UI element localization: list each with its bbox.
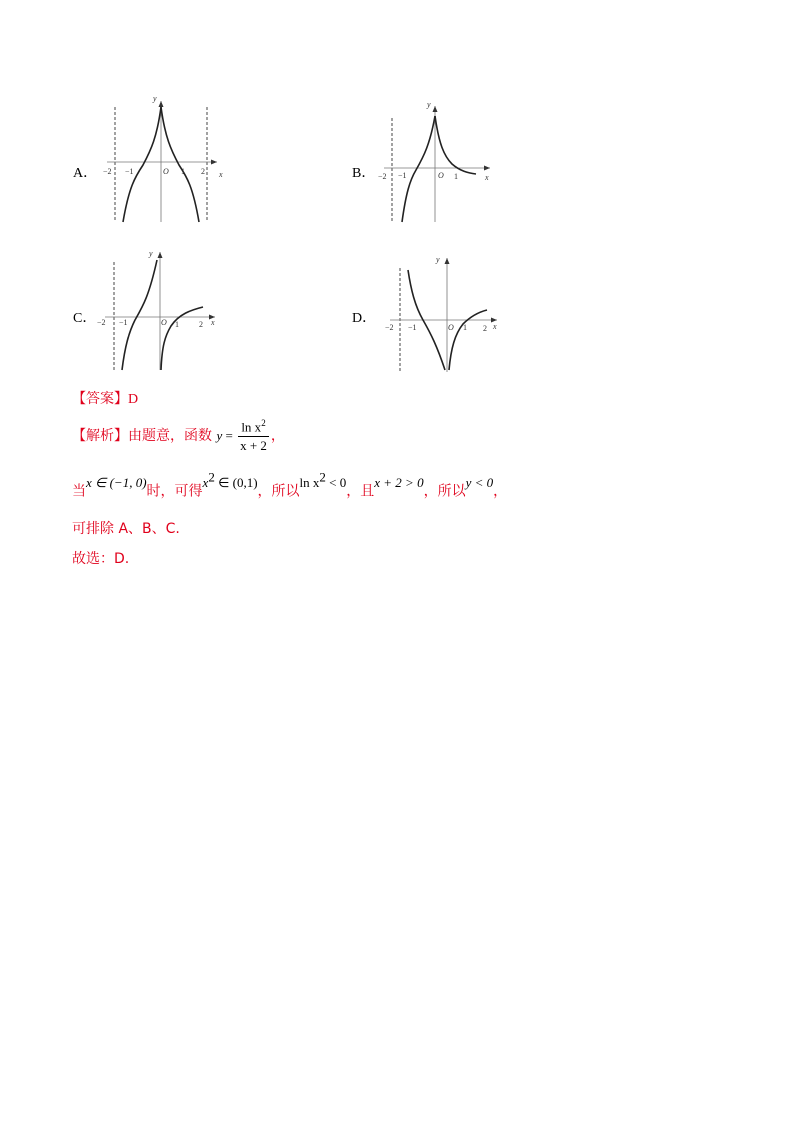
curve-right: [161, 107, 199, 222]
cond2-base: x: [202, 474, 209, 490]
cond1: x ∈ (−1, 0): [86, 474, 147, 490]
cond5: y < 0: [465, 474, 494, 490]
analysis-line-4: [72, 548, 129, 568]
tick-neg2: −2: [103, 167, 112, 176]
origin-label: O: [448, 323, 454, 332]
option-b-label: B．: [352, 166, 376, 181]
cond3-rest: < 0: [325, 474, 347, 490]
tick-1: 1: [175, 320, 179, 329]
analysis-tag: 【解析】: [72, 428, 128, 445]
option-d-label: D．: [352, 311, 377, 326]
tick-neg2: −2: [385, 323, 394, 332]
curve-left: [402, 116, 435, 222]
analysis-intro: 由题意，函数: [128, 428, 212, 445]
graph-a: [95, 95, 225, 225]
answer-value: D: [128, 392, 139, 407]
graph-b: [372, 98, 502, 228]
curve-left: [123, 107, 161, 222]
func-denominator: x + 2: [240, 438, 267, 454]
y-label: y: [427, 100, 431, 109]
tick-neg1: −1: [119, 318, 128, 327]
cond2-rest: ∈ (0,1): [214, 474, 258, 490]
analysis-line-2: [72, 469, 508, 501]
tick-neg1: −1: [408, 323, 417, 332]
func-fraction: [238, 418, 269, 454]
conclusion-text: 故选：D.: [72, 551, 130, 567]
when-text: 当: [72, 483, 86, 500]
func-y: y: [216, 428, 223, 444]
x-label: x: [219, 170, 223, 179]
cond4: x + 2 > 0: [374, 474, 424, 490]
origin-label: O: [161, 318, 167, 327]
intro-end: ，: [270, 428, 285, 445]
tick-2: 2: [483, 324, 487, 333]
y-label: y: [436, 255, 440, 264]
curve-right: [449, 310, 487, 370]
tick-1: 1: [463, 323, 467, 332]
y-label: y: [153, 94, 157, 103]
tick-neg2: −2: [378, 172, 387, 181]
suoyi-2: ，所以: [423, 483, 466, 500]
x-label: x: [493, 322, 497, 331]
y-label: y: [149, 249, 153, 258]
graph-c: [95, 246, 225, 374]
func-numerator-exp: 2: [261, 418, 266, 428]
qie-text: ，且: [346, 483, 375, 500]
cond3-exp: 2: [319, 469, 326, 484]
curve-right: [161, 307, 203, 370]
graph-d: [375, 250, 505, 375]
origin-label: O: [438, 171, 444, 180]
tick-neg1: −1: [125, 167, 134, 176]
end-comma: ，: [493, 483, 508, 500]
curve-left: [122, 260, 157, 370]
tick-1: 1: [454, 172, 458, 181]
tick-neg2: −2: [97, 318, 106, 327]
answer-line: [72, 388, 138, 408]
cond3: ln x: [299, 474, 320, 490]
func-eq: =: [222, 428, 237, 444]
tick-2: 2: [199, 320, 203, 329]
tick-2: 2: [201, 167, 205, 176]
suoyi-1: ，所以: [257, 483, 300, 500]
option-c-label: C．: [73, 311, 97, 326]
shi-text: 时，可得: [146, 483, 203, 500]
tick-neg1: −1: [398, 171, 407, 180]
cond2-exp: 2: [208, 469, 215, 484]
func-numerator: ln x: [241, 419, 262, 435]
origin-label: O: [163, 167, 169, 176]
curve-right: [435, 116, 476, 174]
analysis-line-1: [72, 418, 285, 454]
exclude-text: 可排除 A、B、C.: [72, 521, 180, 537]
x-label: x: [485, 173, 489, 182]
answer-tag: 【答案】: [72, 391, 128, 407]
option-a-label: A．: [73, 166, 98, 181]
tick-1: 1: [181, 167, 185, 176]
x-label: x: [211, 318, 215, 327]
analysis-line-3: [72, 518, 180, 538]
